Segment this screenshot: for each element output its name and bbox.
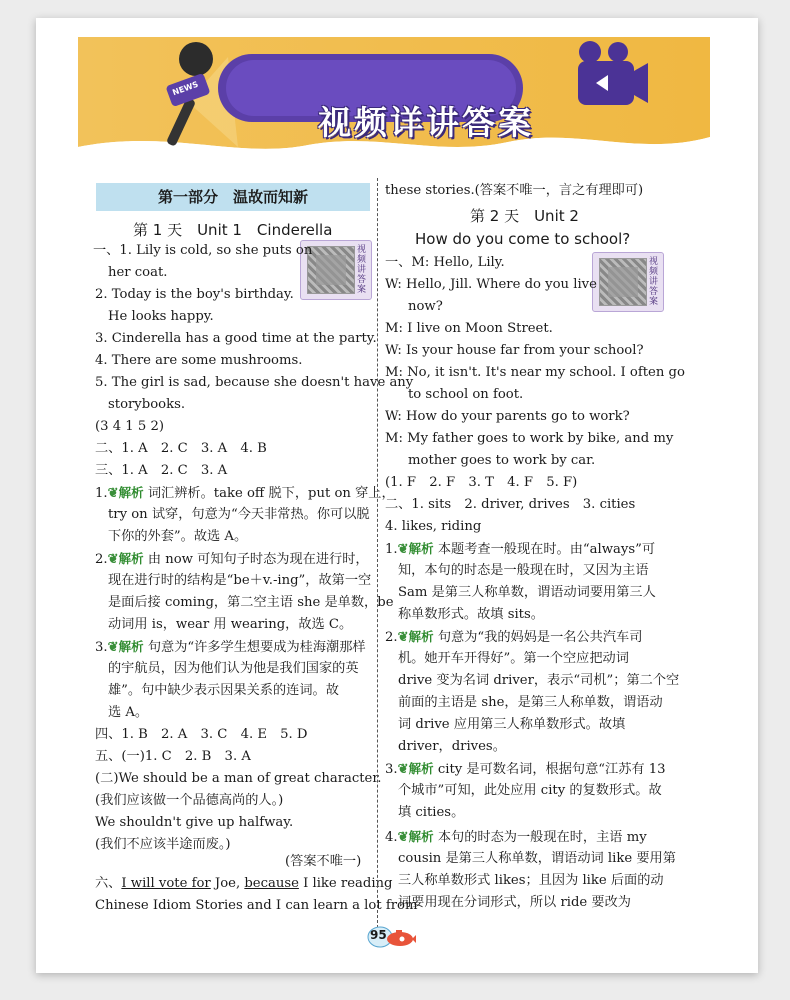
analysis-line: 动词用 is，wear 用 wearing，故选 C。 <box>108 617 353 632</box>
dialogue-line: W: How do your parents go to work? <box>385 409 630 424</box>
qr-code-icon <box>599 258 647 306</box>
analysis-line: 称单数形式。故填 sits。 <box>398 607 544 622</box>
analysis-line <box>385 538 655 561</box>
page-number-badge <box>366 924 416 950</box>
dialogue-line: M: No, it isn't. It's near my school. I often go <box>385 365 685 380</box>
answer-line: (我们不应该半途而废。) <box>95 837 231 852</box>
underlined-phrase: I will vote for <box>121 876 211 891</box>
analysis-line: 下你的外套”。故选 A。 <box>108 529 248 544</box>
answer-line: Chinese Idiom Stories and I can learn a lot from <box>95 898 418 913</box>
analysis-text: 词汇辨析。take off 脱下，put on 穿上， <box>147 486 395 501</box>
answer-note: (答案不唯一) <box>285 854 362 869</box>
day-2-title: 第 2 天 Unit 2 <box>470 207 579 225</box>
analysis-text: 本句的时态为一般现在时，主语 my <box>437 830 647 845</box>
analysis-label: 解析 <box>118 639 144 654</box>
question-number: 4. <box>385 830 398 845</box>
analysis-line: 填 cities。 <box>398 805 465 820</box>
answer-line: He looks happy. <box>108 309 214 324</box>
question-number: 1. <box>95 486 108 501</box>
analysis-line: 机。她开车开得好”。第一个空应把动词 <box>398 651 629 666</box>
analysis-text: city 是可数名词，根据句意“江苏有 13 <box>437 762 666 777</box>
section-number: 六、 <box>95 876 122 891</box>
analysis-line <box>385 826 647 849</box>
analysis-line <box>385 758 666 781</box>
answer-line: 2. Today is the boy's birthday. <box>95 287 294 302</box>
dialogue-line: to school on foot. <box>408 387 524 402</box>
question-number: 3. <box>385 762 398 777</box>
analysis-text: 由 now 可知句子时态为现在进行时， <box>147 552 369 567</box>
qr-code-icon <box>307 246 355 294</box>
analysis-text: 句意为“我的妈妈是一名公共汽车司 <box>437 630 643 645</box>
dialogue-line: W: Hello, Jill. Where do you live <box>385 277 597 292</box>
analysis-label: 解析 <box>118 551 144 566</box>
question-number: 2. <box>385 630 398 645</box>
question-number: 3. <box>95 640 108 655</box>
answer-line: 二、1. A 2. C 3. A 4. B <box>95 441 267 456</box>
analysis-line: 雄”。句中缺少表示因果关系的连词。故 <box>108 683 339 698</box>
dialogue-line: now? <box>408 299 443 314</box>
section-heading-text: 第一部分 温故而知新 <box>157 188 308 206</box>
leaf-icon: ❦ <box>107 486 119 501</box>
answer-line: 五、(一)1. C 2. B 3. A <box>95 749 251 764</box>
dialogue-line: mother goes to work by car. <box>408 453 596 468</box>
analysis-line: 是面后接 coming，第二空主语 she 是单数，be <box>108 595 394 610</box>
analysis-line: cousin 是第三人称单数，谓语动词 like 要用第 <box>398 851 676 866</box>
analysis-line: 三人称单数形式 likes；且因为 like 后面的动 <box>398 873 664 888</box>
mic-label: NEWS <box>171 79 200 98</box>
leaf-icon: ❦ <box>107 640 119 655</box>
answer-line: 3. Cinderella has a good time at the party. <box>95 331 377 346</box>
analysis-line <box>95 482 395 505</box>
answer-line: her coat. <box>108 265 168 280</box>
analysis-line <box>95 548 369 571</box>
answer-line: (3 4 1 5 2) <box>95 419 165 434</box>
dialogue-line: W: Is your house far from your school? <box>385 343 644 358</box>
answer-line: 4. likes, riding <box>385 519 482 534</box>
banner-title: 视频详讲答案 <box>318 103 534 142</box>
answer-line: 4. There are some mushrooms. <box>95 353 303 368</box>
dialogue-line: 一、M: Hello, Lily. <box>385 255 505 270</box>
dialogue-line: M: My father goes to work by bike, and my <box>385 431 674 446</box>
leaf-icon: ❦ <box>397 762 409 777</box>
answer-line: We shouldn't give up halfway. <box>95 815 294 830</box>
qr-label: 视频讲答案 <box>357 245 367 295</box>
analysis-line: 词 drive 应用第三人称单数形式。故填 <box>398 717 626 732</box>
answer-line: 三、1. A 2. C 3. A <box>95 463 228 478</box>
analysis-line: 知，本句的时态是一般现在时，又因为主语 <box>398 563 649 578</box>
answer-line: (1. F 2. F 3. T 4. F 5. F) <box>385 475 578 490</box>
leaf-icon: ❦ <box>397 630 409 645</box>
analysis-line: 前面的主语是 she，是第三人称单数，谓语动 <box>398 695 663 710</box>
dialogue-line: M: I live on Moon Street. <box>385 321 553 336</box>
qr-label: 视频讲答案 <box>649 257 659 307</box>
analysis-text: 本题考查一般现在时。由“always”可 <box>437 542 656 557</box>
answer-line: these stories.(答案不唯一，言之有理即可) <box>385 183 644 198</box>
answer-line: 一、1. Lily is cold, so she puts on <box>93 243 313 258</box>
section-heading <box>96 183 370 211</box>
day-1-title: 第 1 天 Unit 1 Cinderella <box>133 221 333 239</box>
analysis-line <box>95 636 366 659</box>
answer-line: 5. The girl is sad, because she doesn't have any <box>95 375 414 390</box>
leaf-icon: ❦ <box>397 542 409 557</box>
question-number: 2. <box>95 552 108 567</box>
plain-text: I like reading <box>298 876 393 891</box>
plain-text: Joe, <box>210 876 245 891</box>
header-banner <box>78 37 710 163</box>
analysis-line: 的宇航员，因为他们认为他是我们国家的英 <box>108 661 359 676</box>
analysis-line: 选 A。 <box>108 705 149 720</box>
answer-line: (二)We should be a man of great character. <box>95 771 382 786</box>
qr-code-right[interactable] <box>592 252 664 312</box>
leaf-icon: ❦ <box>397 830 409 845</box>
analysis-label: 解析 <box>408 629 434 644</box>
analysis-label: 解析 <box>408 761 434 776</box>
analysis-label: 解析 <box>408 541 434 556</box>
answer-line: 四、1. B 2. A 3. C 4. E 5. D <box>95 727 308 742</box>
leaf-icon: ❦ <box>107 552 119 567</box>
analysis-line: 词要用现在分词形式，所以 ride 要改为 <box>398 895 631 910</box>
answer-line: 二、1. sits 2. driver, drives 3. cities <box>385 497 636 512</box>
analysis-line: try on 试穿，句意为“今天非常热。你可以脱 <box>108 507 370 522</box>
analysis-label: 解析 <box>408 829 434 844</box>
analysis-line: 个城市”可知，此处应用 city 的复数形式。故 <box>398 783 662 798</box>
question-number: 1. <box>385 542 398 557</box>
analysis-line: 现在进行时的结构是“be＋v.-ing”，故第一空 <box>108 573 372 588</box>
answer-line <box>95 873 393 895</box>
column-divider <box>377 178 378 933</box>
answer-line: (我们应该做一个品德高尚的人。) <box>95 793 284 808</box>
analysis-line: drive 变为名词 driver，表示“司机”；第二个空 <box>398 673 680 688</box>
day-2-subtitle: How do you come to school? <box>415 230 631 248</box>
answer-line: storybooks. <box>108 397 186 412</box>
underlined-word: because <box>244 876 299 891</box>
analysis-label: 解析 <box>118 485 144 500</box>
analysis-line: driver，drives。 <box>398 739 506 754</box>
analysis-text: 句意为“许多学生想要成为桂海潮那样 <box>147 640 366 655</box>
analysis-line: Sam 是第三人称单数，谓语动词要用第三人 <box>398 585 656 600</box>
page-number: 95 <box>370 928 387 942</box>
analysis-line <box>385 626 642 649</box>
